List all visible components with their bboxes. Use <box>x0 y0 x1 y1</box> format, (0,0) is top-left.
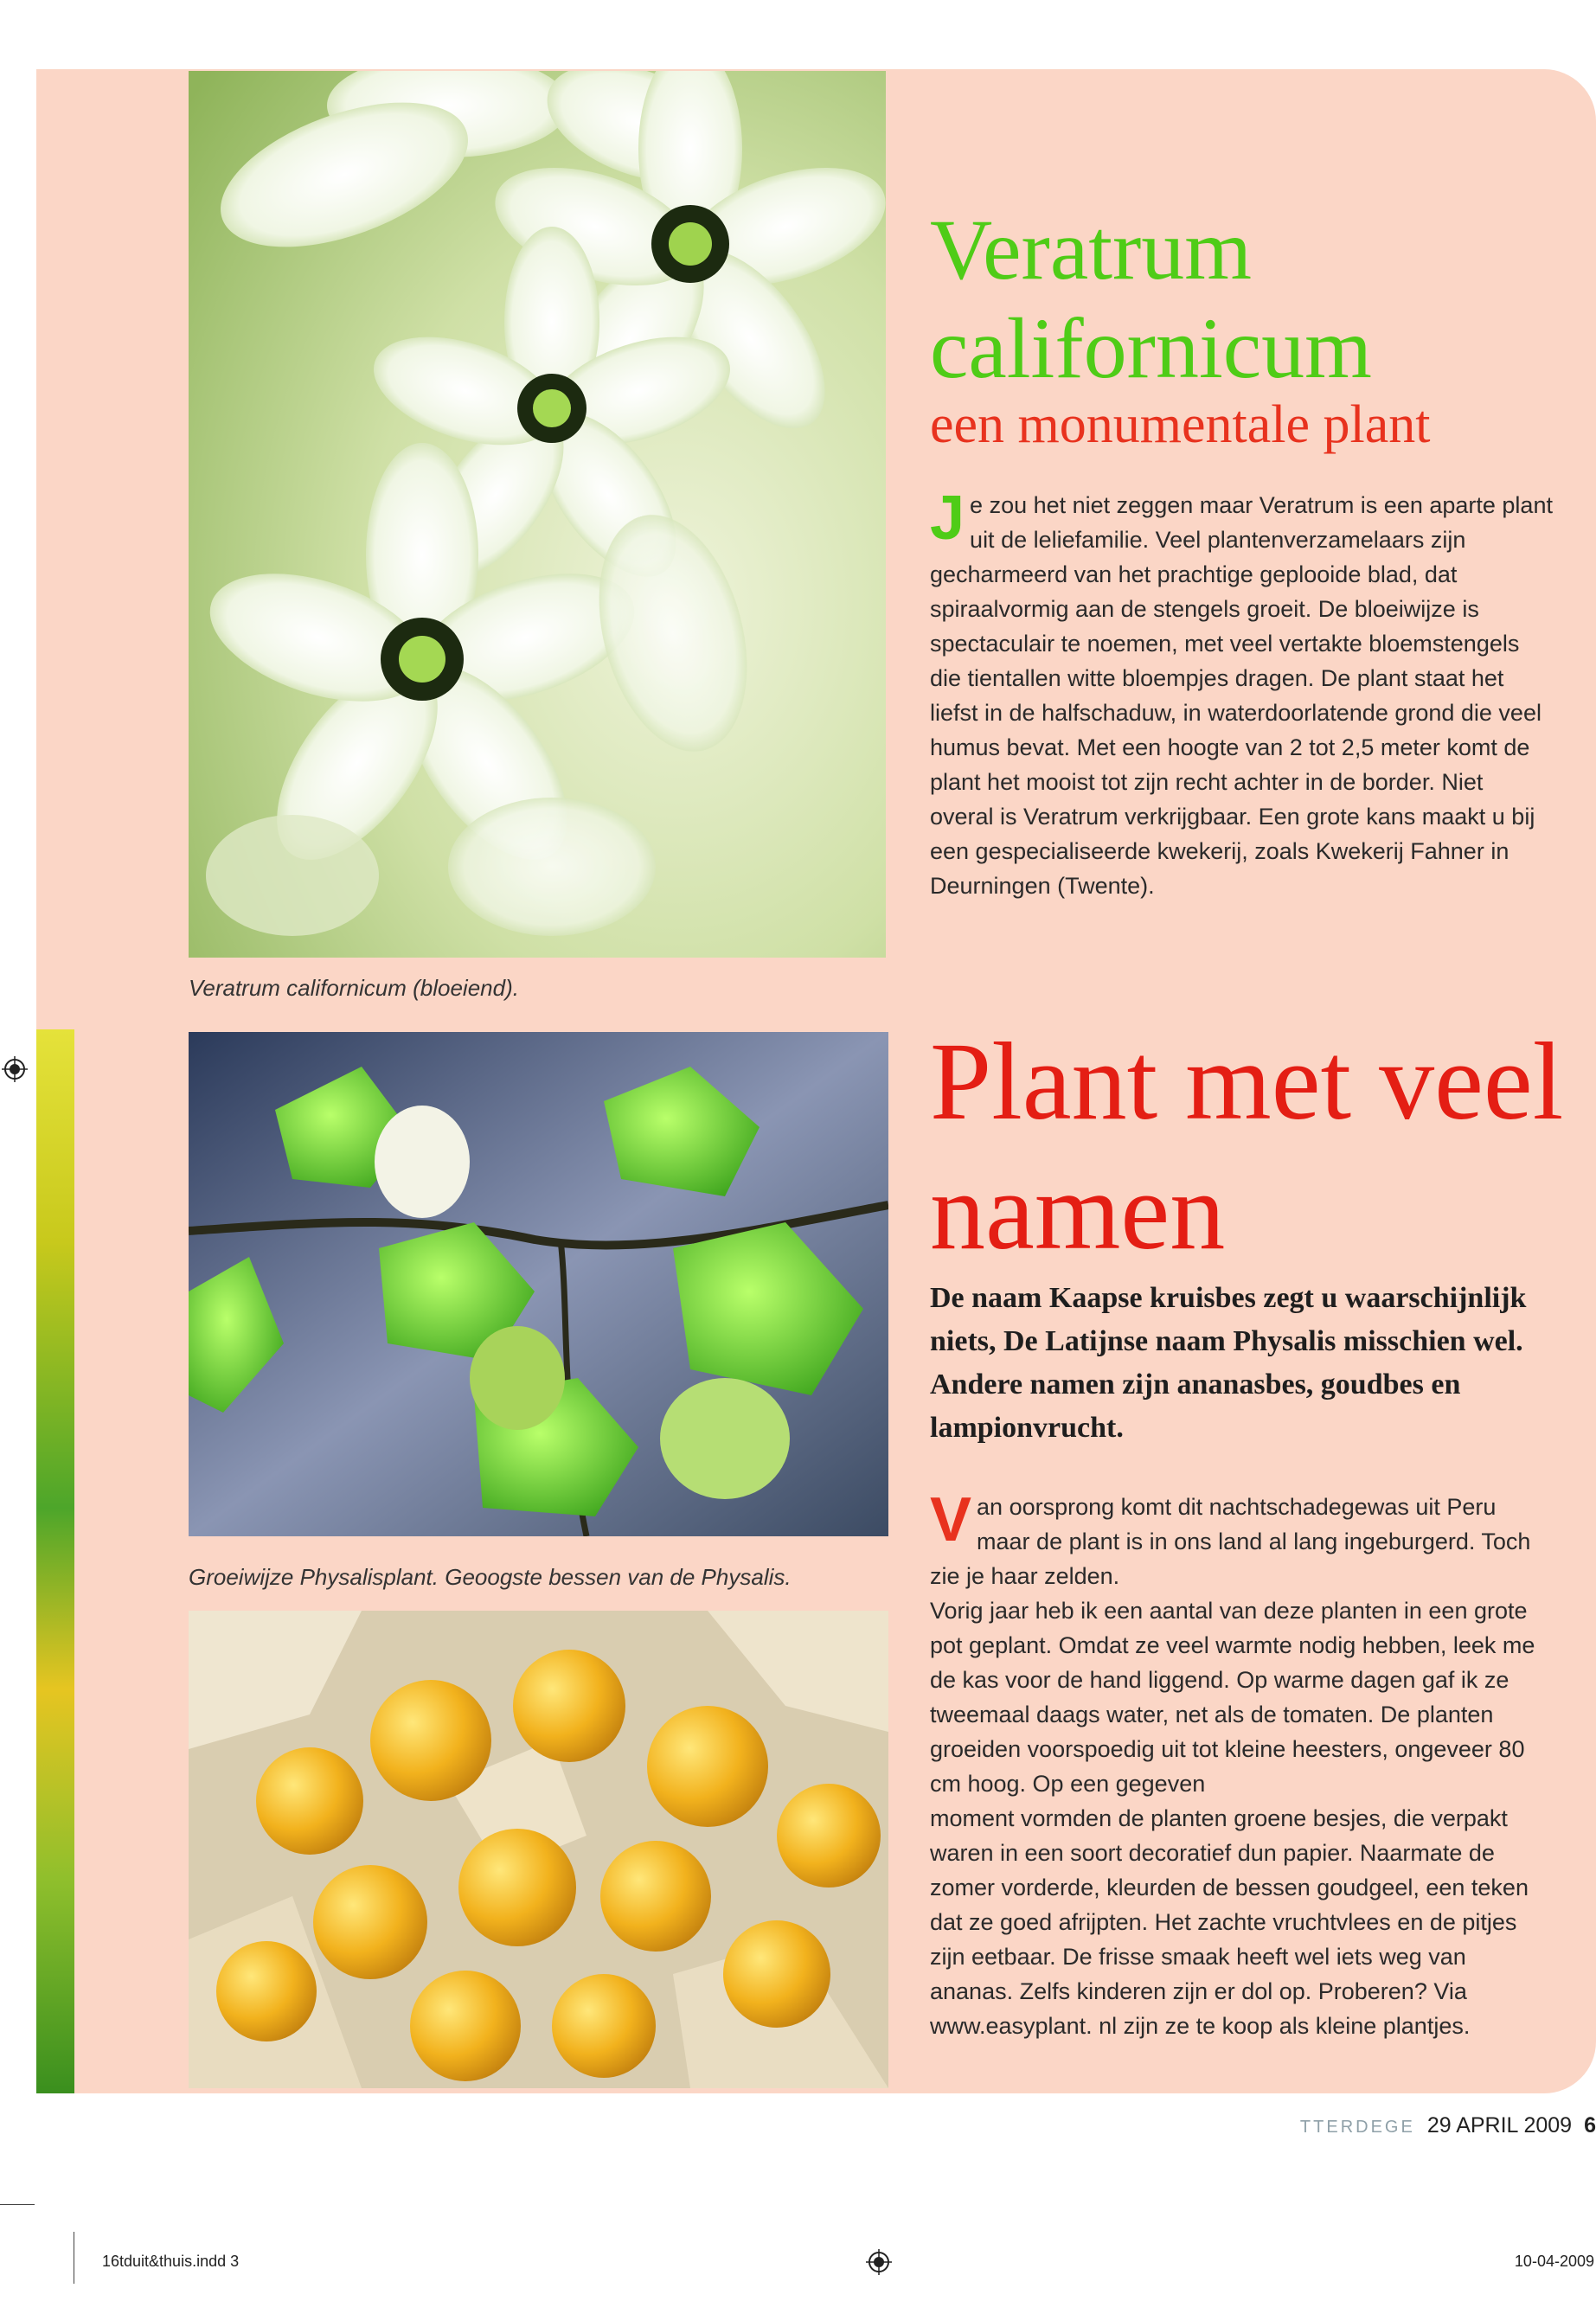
physalis-plant-photo <box>189 1032 888 1536</box>
veratrum-photo <box>189 71 886 958</box>
article-1-body <box>930 484 1553 903</box>
crop-mark <box>0 2204 35 2205</box>
print-slug-file: 16tduit&thuis.indd 3 <box>102 2253 240 2270</box>
article-1-subtitle: een monumentale plant <box>930 395 1431 454</box>
page-edge-photo-strip <box>36 1029 74 2093</box>
issue-date: 29 APRIL 2009 <box>1426 2113 1573 2138</box>
article-2-body <box>930 1485 1553 2043</box>
magazine-name: TTERDEGE <box>1299 2118 1415 2137</box>
article-2-paragraph-3: moment vormden de planten groene besjes, die verpakt waren in een soort decoratief dun papier. Naarmate de zomer vorderde, kleurden de bessen goudgeel, een teken dat ze goed afrijpten. Het zachte vruchtvlees en de pitjes zijn eetbaar. De frisse smaak heeft wel iets weg van ananas. Zelfs kinderen zijn er dol op. Proberen? Via www.easyplant. nl zijn ze te koop als kleine plantjes. <box>930 1805 1529 2039</box>
article-1-dropcap: J <box>930 484 965 553</box>
article-2-title: Plant met veel namen <box>930 1020 1564 1272</box>
registration-mark-icon <box>866 2249 892 2275</box>
article-2-paragraph-1-text: an oorsprong komt dit nachtschadegewas uit Peru maar de plant is in ons land al lang ingeburgerd. Toch zie je haar zelden. <box>930 1494 1531 1589</box>
article-1-body-text: e zou het niet zeggen maar Veratrum is een aparte plant uit de leliefamilie. Veel plantenverzamelaars zijn gecharmeerd van het prachtige geplooide blad, dat spiraalvormig aan de stengels groeit. De bloeiwijze is spectaculair te noemen, met veel vertakte bloemstengels die tientallen witte bloempjes dragen. De plant staat het liefst in de halfschaduw, in waterdoorlatende grond die veel humus bevat. Met een hoogte van 2 tot 2,5 meter komt de plant het mooist tot zijn recht achter in de border. Niet overal is Veratrum verkrijgbaar. Een grote kans maakt u bij een gespecialiseerde kwekerij, zoals Kwekerij Fahner in Deurningen (Twente). <box>930 492 1553 899</box>
article-2-paragraph-2: Vorig jaar heb ik een aantal van deze planten in een grote pot geplant. Omdat ze veel warmte nodig hebben, leek me de kas voor de hand liggend. Op warme dagen gaf ik ze tweemaal daags water, net als de tomaten. De planten groeiden voorspoedig uit tot kleine heesters, ongeveer 80 cm hoog. Op een gegeven <box>930 1598 1535 1797</box>
veratrum-photo-caption: Veratrum californicum (bloeiend). <box>189 975 519 1001</box>
article-2-lead: De naam Kaapse kruisbes zegt u waarschijnlijk niets, De Latijnse naam Physalis misschien wel. Andere namen zijn ananasbes, goudbes en lampionvrucht. <box>930 1282 1527 1444</box>
print-slug-date: 10-04-2009 <box>1514 2253 1594 2270</box>
page-number: 6 <box>1584 2113 1596 2138</box>
physalis-berries-photo <box>189 1611 888 2088</box>
page-footer <box>956 2113 1596 2138</box>
physalis-photos-caption: Groeiwijze Physalisplant. Geoogste bessen van de Physalis. <box>189 1564 792 1590</box>
article-1-title: Veratrum californicum <box>930 202 1372 396</box>
article-2-paragraph-1 <box>930 1485 1553 1593</box>
registration-mark-icon <box>2 1056 28 1082</box>
article-2-dropcap: V <box>930 1485 972 1554</box>
